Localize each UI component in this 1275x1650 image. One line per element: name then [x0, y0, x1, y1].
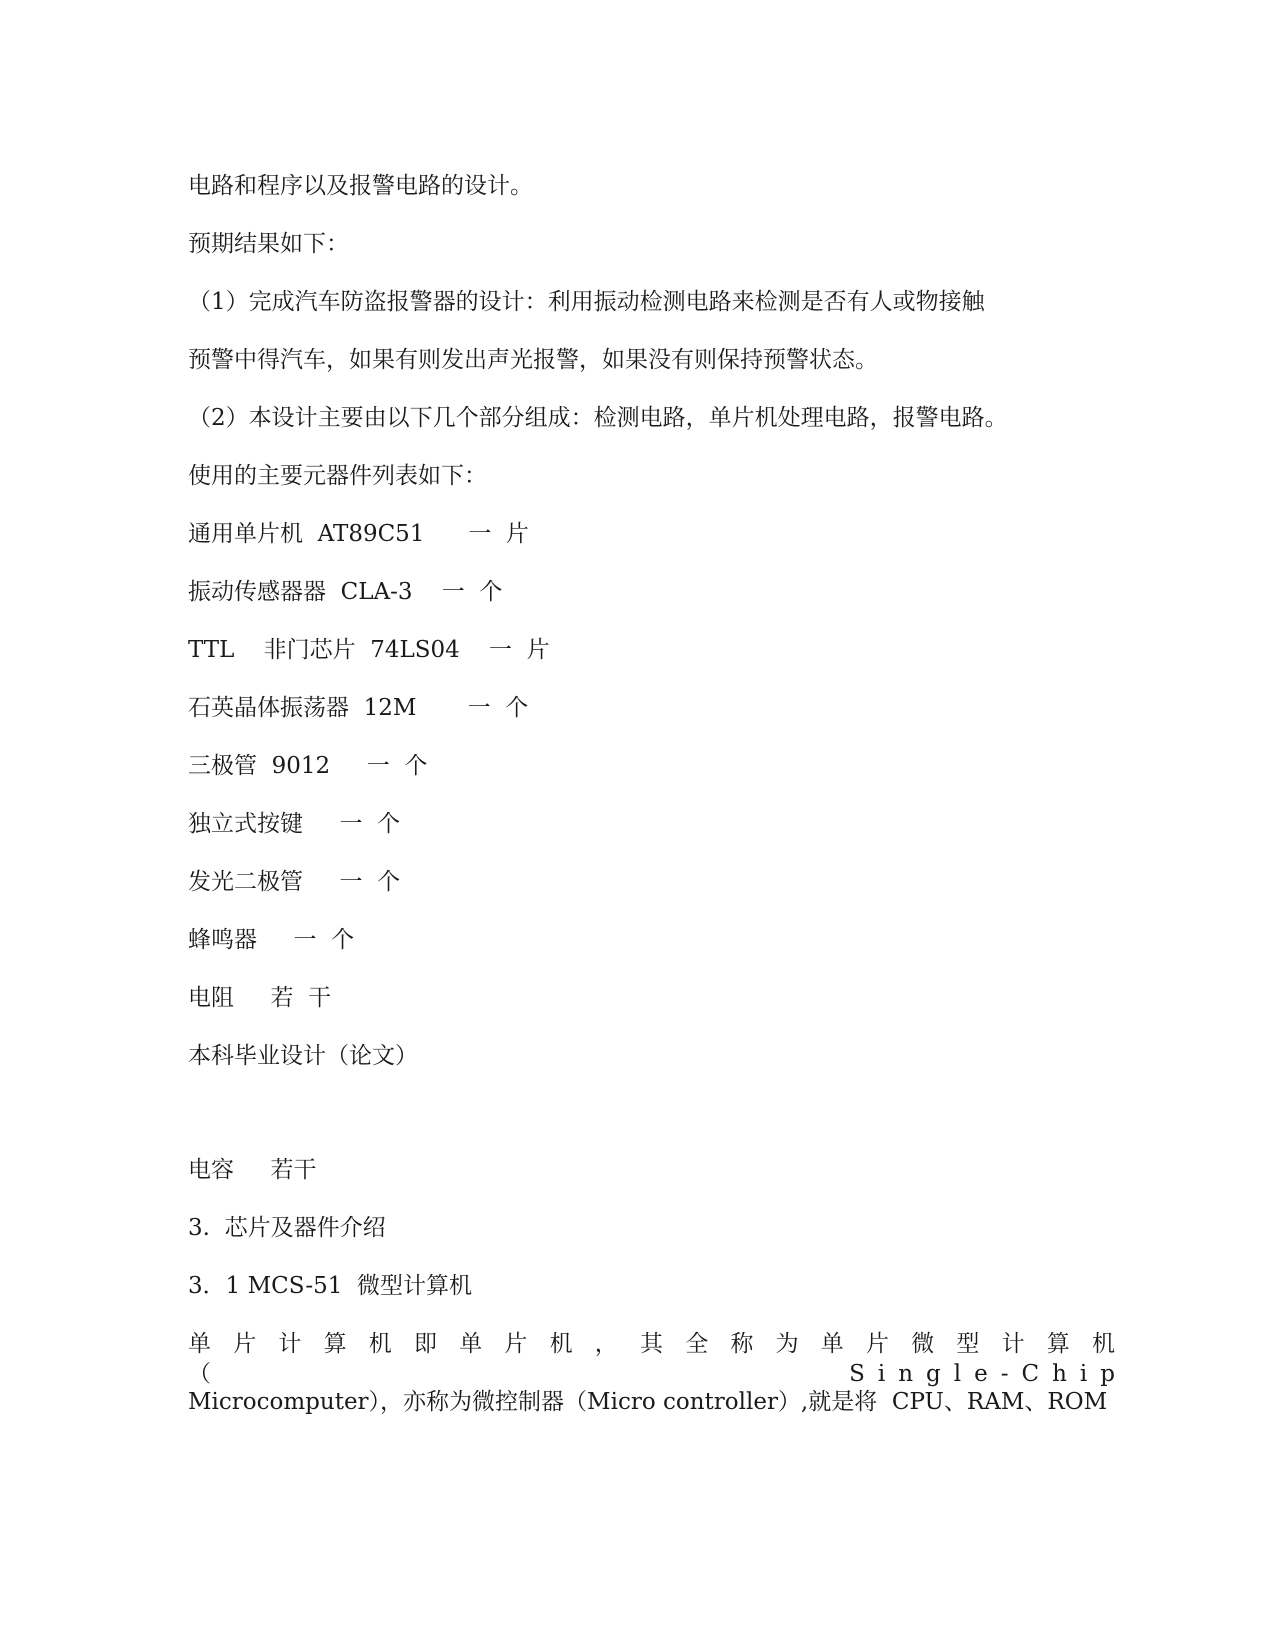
component-list-item: 三极管 9012 一 个 — [188, 753, 428, 779]
paragraph-line: 使用的主要元器件列表如下： — [188, 463, 487, 489]
component-list-item: TTL 非门芯片 74LS04 一 片 — [188, 637, 550, 663]
component-list-item: 石英晶体振荡器 12M 一 个 — [188, 695, 529, 721]
section-heading: 3. 芯片及器件介绍 — [188, 1215, 386, 1241]
component-list-item: 发光二极管 一 个 — [188, 869, 401, 895]
component-list-item: 电容 若干 — [188, 1157, 317, 1183]
paragraph-line: 预期结果如下： — [188, 231, 349, 257]
paragraph-line: （1）完成汽车防盗报警器的设计：利用振动检测电路来检测是否有人或物接触 — [188, 289, 985, 315]
component-list-item: 电阻 若 干 — [188, 985, 332, 1011]
paragraph-line: 电路和程序以及报警电路的设计。 — [188, 173, 533, 199]
component-list-item: 蜂鸣器 一 个 — [188, 927, 355, 953]
running-header: 本科毕业设计（论文） — [188, 1043, 418, 1069]
paragraph-line: 预警中得汽车，如果有则发出声光报警，如果没有则保持预警状态。 — [188, 347, 878, 373]
subsection-heading: 3．1 MCS-51 微型计算机 — [188, 1273, 472, 1299]
component-list-item: 独立式按键 一 个 — [188, 811, 401, 837]
component-list-item: 振动传感器器 CLA-3 一 个 — [188, 579, 503, 605]
paragraph-line: 单片计算机即单片机，其全称为单片微型计算机（Single-Chip — [188, 1331, 1128, 1387]
paragraph-line: （2）本设计主要由以下几个部分组成：检测电路，单片机处理电路，报警电路。 — [188, 405, 1008, 431]
paragraph-line: Microcomputer），亦称为微控制器（Micro controller）,就是将 CPU、RAM、ROM — [188, 1389, 1108, 1415]
component-list-item: 通用单片机 AT89C51 一 片 — [188, 521, 529, 547]
